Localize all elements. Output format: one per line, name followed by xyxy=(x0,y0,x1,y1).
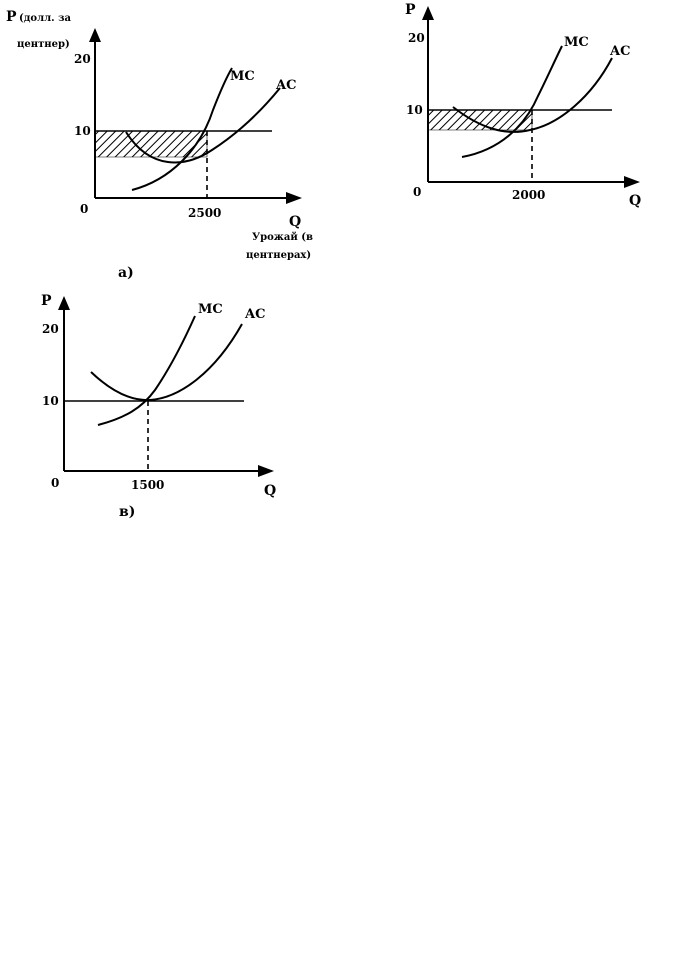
chart-c-ac-label: AC xyxy=(245,307,266,322)
chart-c xyxy=(41,293,276,520)
chart-a-panel-label: а) xyxy=(118,265,134,281)
chart-c-x-arrow xyxy=(258,465,274,477)
chart-b-tick-10: 10 xyxy=(406,103,423,117)
chart-b-panel-label: б) xyxy=(520,228,536,244)
chart-c-x-label: Q xyxy=(264,483,277,499)
chart-c-origin: 0 xyxy=(51,476,60,490)
chart-c-mc-curve xyxy=(98,316,195,425)
chart-c-y-label: P xyxy=(41,293,52,309)
chart-b-ac-label: AC xyxy=(610,44,631,59)
chart-b-tick-20: 20 xyxy=(408,31,425,45)
chart-a xyxy=(6,9,313,281)
chart-a-origin: 0 xyxy=(80,202,89,216)
chart-a-mc-curve xyxy=(132,68,232,190)
chart-b-mc-curve xyxy=(462,46,562,157)
chart-a-y-label: P xyxy=(6,9,17,25)
chart-c-panel-label: в) xyxy=(119,504,136,520)
chart-a-tick-10: 10 xyxy=(74,124,91,138)
chart-a-y-unit-1: (долл. за xyxy=(19,13,71,24)
chart-a-y-unit-2: центнер) xyxy=(17,39,70,50)
chart-b-mc-label: MC xyxy=(564,35,589,50)
chart-a-y-arrow xyxy=(89,28,101,42)
chart-b-x-label: Q xyxy=(629,193,642,209)
chart-a-q-marker-label: 2500 xyxy=(188,206,222,220)
chart-a-x-unit-2: центнерах) xyxy=(246,250,312,261)
chart-b-origin: 0 xyxy=(413,185,422,199)
chart-c-tick-10: 10 xyxy=(42,394,59,408)
chart-c-y-arrow xyxy=(58,296,70,310)
chart-a-x-arrow xyxy=(286,192,302,204)
chart-a-x-label: Q xyxy=(289,214,302,230)
chart-a-x-unit-1: Урожай (в xyxy=(252,232,313,243)
chart-b-x-arrow xyxy=(624,176,640,188)
chart-a-tick-20: 20 xyxy=(74,52,91,66)
chart-a-ac-label: AC xyxy=(276,78,297,93)
chart-a-mc-label: MC xyxy=(230,69,255,84)
chart-c-mc-label: MC xyxy=(198,302,223,317)
chart-c-q-marker-label: 1500 xyxy=(131,478,165,492)
chart-b-q-marker-label: 2000 xyxy=(512,188,546,202)
chart-c-ac-curve xyxy=(91,324,242,400)
chart-c-tick-20: 20 xyxy=(42,322,59,336)
chart-b xyxy=(405,2,641,244)
chart-b-y-label: P xyxy=(405,2,416,18)
chart-b-profit-area xyxy=(428,110,532,130)
chart-b-y-arrow xyxy=(422,6,434,20)
